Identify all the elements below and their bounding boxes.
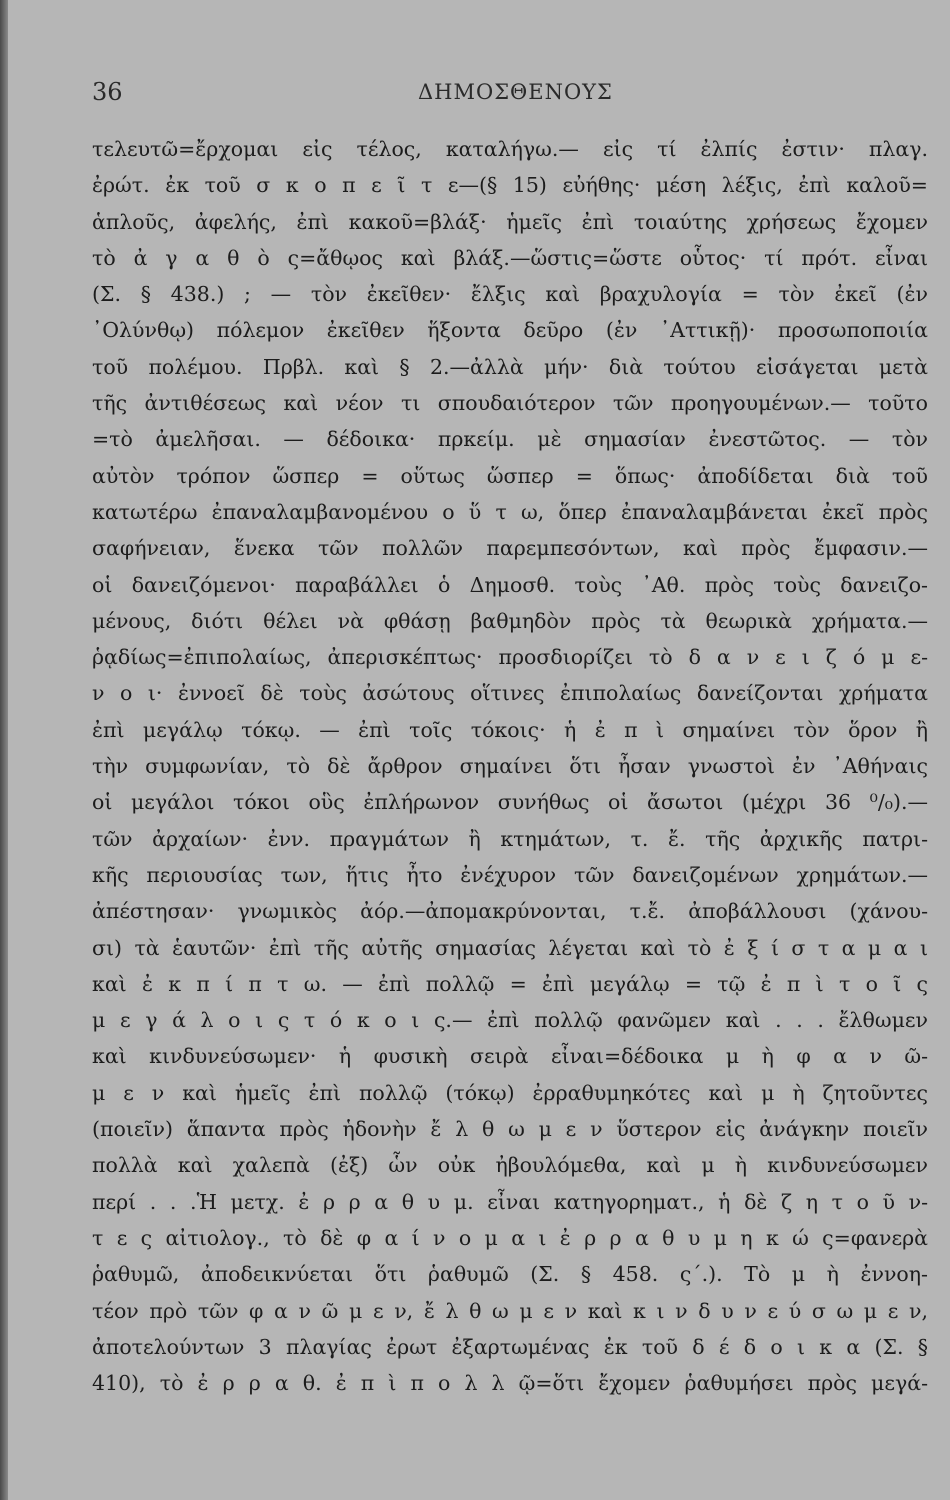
text-line: ῥᾳδίως=ἐπιπολαίως, ἀπερισκέπτως· προσδιορίζει τὸ δ α ν ε ι ζ ό μ ε- (92, 645, 928, 670)
text-line: κατωτέρω ἐπαναλαμβανομένου ο ὕ τ ω, ὅπερ ἐπαναλαμβάνεται ἐκεῖ πρὸς (92, 499, 928, 524)
text-line: καὶ κινδυνεύσωμεν· ἡ φυσικὴ σειρὰ εἶναι=δέδοικα μ ὴ φ α ν ῶ- (92, 1044, 928, 1069)
text-line: ἐρώτ. ἐκ τοῦ σ κ ο π ε ῖ τ ε—(§ 15) εὐήθης· μέση λέξις, ἐπὶ καλοῦ= (92, 173, 928, 198)
text-line: μ ε γ ά λ ο ι ς τ ό κ ο ι ς.— ἐπὶ πολλῷ φανῶμεν καὶ . . . ἔλθωμεν (92, 1008, 928, 1033)
text-line: μ ε ν καὶ ἡμεῖς ἐπὶ πολλῷ (τόκῳ) ἐρραθυμηκότες καὶ μ ὴ ζητοῦντες (92, 1080, 928, 1105)
text-line: καὶ ἐ κ π ί π τ ω. — ἐπὶ πολλῷ = ἐπὶ μεγάλῳ = τῷ ἐ π ὶ τ ο ῖ ς (92, 971, 928, 996)
text-line: οἱ δανειζόμενοι· παραβάλλει ὁ Δημοσθ. τοὺς ᾿Αθ. πρὸς τοὺς δανειζο- (92, 572, 928, 597)
text-line: τὴν συμφωνίαν, τὸ δὲ ἄρθρον σημαίνει ὅτι ἦσαν γνωστοὶ ἐν ᾿Αθήναις (92, 754, 928, 779)
text-line: σι) τὰ ἑαυτῶν· ἐπὶ τῆς αὐτῆς σημασίας λέγεται καὶ τὸ ἐ ξ ί σ τ α μ α ι (92, 935, 928, 960)
text-line: (ποιεῖν) ἅπαντα πρὸς ἡδονὴν ἔ λ θ ω μ ε ν ὕστερον εἰς ἀνάγκην ποιεῖν (92, 1117, 928, 1142)
text-line: οἱ μεγάλοι τόκοι οὓς ἐπλήρωνον συνήθως οἱ ἄσωτοι (μέχρι 36 ⁰/₀).— (92, 790, 928, 815)
text-line: τῆς ἀντιθέσεως καὶ νέον τι σπουδαιότερον τῶν προηγουμένων.— τοῦτο (92, 391, 928, 416)
text-line: ἁπλοῦς, ἀφελής, ἐπὶ κακοῦ=βλάξ· ἡμεῖς ἐπὶ τοιαύτης χρήσεως ἔχομεν (92, 209, 928, 234)
text-line: περί . . .Ἡ μετχ. ἐ ρ ρ α θ υ μ. εἶναι κατηγορηματ., ἡ δὲ ζ η τ ο ῦ ν- (92, 1189, 928, 1214)
text-line: τέον πρὸ τῶν φ α ν ῶ μ ε ν, ἔ λ θ ω μ ε ν καὶ κ ι ν δ υ ν ε ύ σ ω μ ε ν, (92, 1298, 928, 1323)
text-line: σαφήνειαν, ἕνεκα τῶν πολλῶν παρεμπεσόντων, καὶ πρὸς ἔμφασιν.— (92, 536, 928, 561)
text-line: πολλὰ καὶ χαλεπὰ (ἐξ) ὧν οὐκ ἠβουλόμεθα, καὶ μ ὴ κινδυνεύσωμεν (92, 1153, 928, 1178)
text-line: 410), τὸ ἐ ρ ρ α θ. ἐ π ὶ π ο λ λ ῷ=ὅτι ἔχομεν ῥαθυμήσει πρὸς μεγά- (92, 1371, 928, 1396)
text-line: τελευτῶ=ἔρχομαι εἰς τέλος, καταλήγω.— εἰς τί ἐλπίς ἐστιν· πλαγ. (92, 137, 928, 161)
text-line: ῥαθυμῶ, ἀποδεικνύεται ὅτι ῥαθυμῶ (Σ. § 458. ς΄.). Τὸ μ ὴ ἐννοη- (92, 1262, 928, 1287)
book-spine-shadow (0, 0, 8, 1500)
book-page (8, 0, 950, 1500)
text-line: κῆς περιουσίας των, ἥτις ἦτο ἐνέχυρον τῶν δανειζομένων χρημάτων.— (92, 862, 928, 887)
running-title: ΔΗΜΟΣΘΕΝΟΥΣ (418, 80, 613, 104)
body-text (92, 131, 928, 1401)
text-line: ᾿Ολύνθῳ) πόλεμον ἐκεῖθεν ἥξοντα δεῦρο (ἐν ᾿Αττικῇ)· προσωποποιία (92, 318, 928, 343)
text-line: τὸ ἀ γ α θ ὸ ς=ἄθῳος καὶ βλάξ.—ὥστις=ὥστε οὗτος· τί πρότ. εἶναι (92, 245, 928, 270)
text-line: =τὸ ἀμελῆσαι. — δέδοικα· πρκείμ. μὲ σημασίαν ἐνεστῶτος. — τὸν (92, 427, 928, 452)
text-line: (Σ. § 438.) ; — τὸν ἐκεῖθεν· ἔλξις καὶ βραχυλογία = τὸν ἐκεῖ (ἐν (92, 282, 928, 307)
text-line: ἐπὶ μεγάλῳ τόκῳ. — ἐπὶ τοῖς τόκοις· ἡ ἐ π ὶ σημαίνει τὸν ὅρον ἢ (92, 717, 928, 742)
text-line: ἀπέστησαν· γνωμικὸς ἀόρ.—ἀπομακρύνονται, τ.ἔ. ἀποβάλλουσι (χάνου- (92, 899, 928, 924)
text-line: τ ε ς αἰτιολογ., τὸ δὲ φ α ί ν ο μ α ι ἐ ρ ρ α θ υ μ η κ ώ ς=φανερὰ (92, 1225, 928, 1250)
text-line: τοῦ πολέμου. Πρβλ. καὶ § 2.—ἀλλὰ μήν· διὰ τούτου εἰσάγεται μετὰ (92, 354, 928, 379)
text-line: μένους, διότι θέλει νὰ φθάσῃ βαθμηδὸν πρὸς τὰ θεωρικὰ χρήματα.— (92, 608, 928, 633)
text-line: ἀποτελούντων 3 πλαγίας ἐρωτ ἐξαρτωμένας ἐκ τοῦ δ έ δ ο ι κ α (Σ. § (92, 1334, 928, 1359)
text-line: τῶν ἀρχαίων· ἐνν. πραγμάτων ἢ κτημάτων, τ. ἔ. τῆς ἀρχικῆς πατρι- (92, 826, 928, 851)
text-line: αὐτὸν τρόπον ὥσπερ = οὕτως ὥσπερ = ὅπως· ἀποδίδεται διὰ τοῦ (92, 463, 928, 488)
page-number: 36 (92, 78, 123, 106)
text-line: ν ο ι· ἐννοεῖ δὲ τοὺς ἀσώτους οἵτινες ἐπιπολαίως δανείζονται χρήματα (92, 681, 928, 706)
